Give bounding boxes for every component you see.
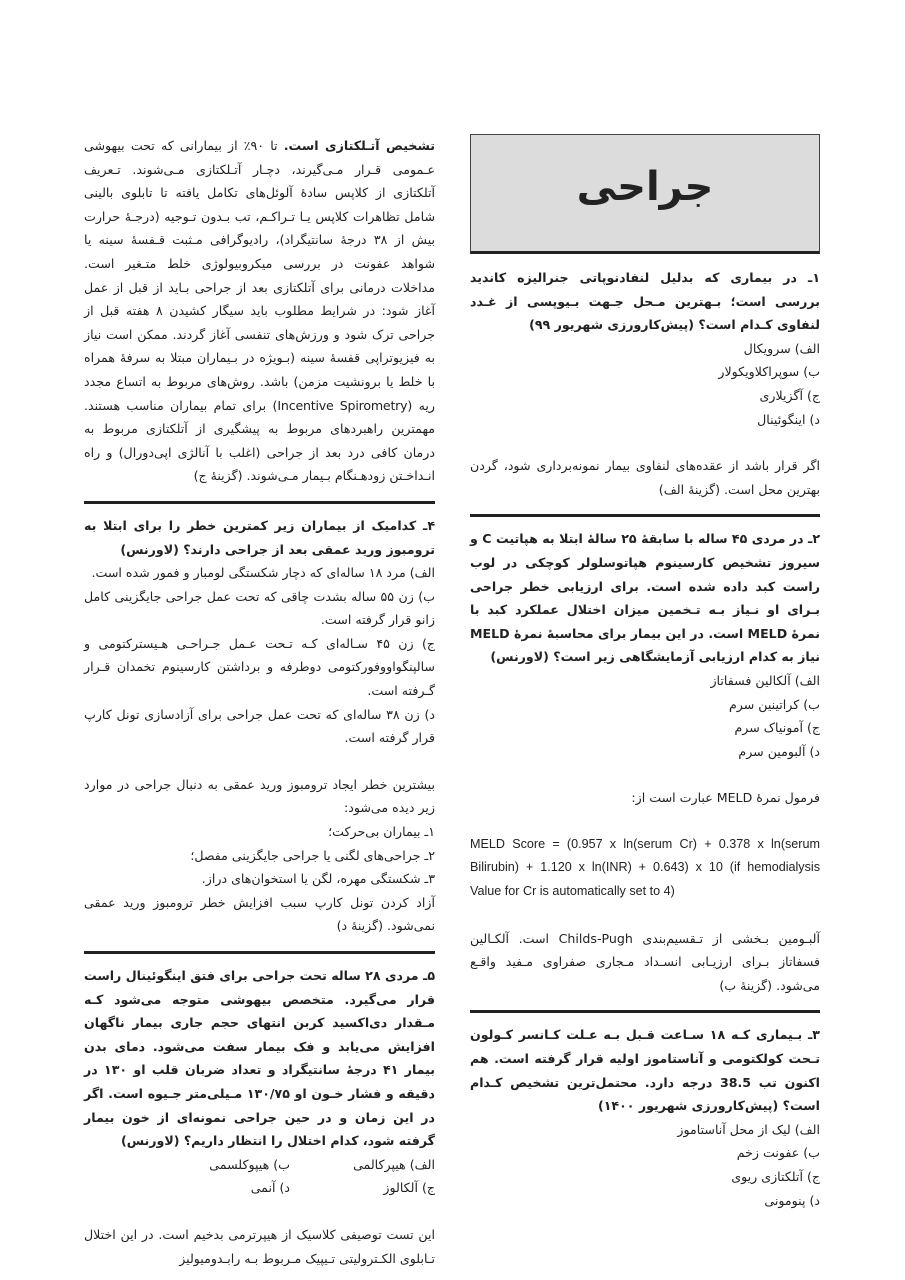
question-5-option-b: ب) هیپوکلسمی <box>209 1156 290 1172</box>
question-3-option-c: ج) آتلکتازی ریوی <box>731 1169 820 1184</box>
question-5-option-d: د) آنمی <box>250 1180 290 1196</box>
question-3-option-a: الف) لیک از محل آناستاموز <box>677 1121 820 1137</box>
question-4-answer: آزاد کردن تونل کارپ سبب افزایش خطر ترومبوز ورید عمقی نمی‌شود. (گزینهٔ د) <box>84 894 435 934</box>
question-5-options-row-1 <box>84 1153 435 1177</box>
question-5-answer: این تست توصیفی کلاسیک از هیپرترمی بدخیم است. در این اختلال تـابلوی الکـترولیتی تـیپیک مـربوط بـه رابـدومیولیز <box>84 1226 435 1266</box>
divider <box>470 1010 820 1013</box>
question-2-option-d: د) آلبومین سرم <box>738 743 820 759</box>
left-column <box>84 134 435 1270</box>
question-4-answer-intro: بیشترین خطر ایجاد ترومبوز ورید عمقی به دنبال جراحی در موارد زیر دیده می‌شود: <box>84 776 435 816</box>
question-3-option-d: د) پنومونی <box>764 1192 820 1208</box>
question-1-answer: اگر قرار باشد از عقده‌های لنفاوی بیمار نمونه‌برداری شود، گردن بهترین محل است. (گزینهٔ الف) <box>470 458 820 497</box>
question-2-option-a: الف) آلکالین فسفاتاز <box>710 672 820 688</box>
divider <box>84 501 435 504</box>
question-5-option-c: ج) آلکالوز <box>383 1180 435 1196</box>
question-4-option-b: ب) زن ۵۵ ساله بشدت چاقی که تحت عمل جراحی جایگزینی کامل زانو قرار گرفته است. <box>84 588 435 628</box>
question-1-option-d: د) اینگوئینال <box>757 411 820 427</box>
question-3-stem: ۳ـ بـیماری کـه ۱۸ سـاعت قـبل بـه عـلت کـانسر کـولون تـحت کولکتومی و آناستاموز اولیه قرار گرفته است. هم اکنون تب 38.5 درجه دارد. محتمل‌ترین تشخیص کـدام است؟ (پیش‌کارورزی شهریور ۱۴۰۰) <box>470 1027 820 1114</box>
meld-formula-intro: فرمول نمرهٔ MELD عبارت است از: <box>631 790 820 806</box>
question-3-option-b: ب) عفونت زخم <box>736 1145 820 1161</box>
question-1-option-c: ج) آگزیلاری <box>759 387 820 403</box>
question-1-option-a: الف) سرویکال <box>743 340 820 356</box>
question-4-answer-item-3: ۳ـ شکستگی مهره، لگن یا استخوان‌های دراز. <box>201 871 435 887</box>
question-5-options-row-2 <box>84 1176 435 1200</box>
meld-formula: MELD Score = (0.957 x ln(serum Cr) + 0.378 x ln(serum Bilirubin) + 1.120 x ln(INR) + 0.643) x 10 (if hemodialysis Value for Cr is automatically set to 4) <box>470 836 820 899</box>
question-4-option-d: د) زن ۳۸ ساله‌ای که تحت عمل جراحی برای آزادسازی تونل کارپ قرار گرفته است. <box>84 706 436 746</box>
question-5-stem: ۵ـ مردی ۲۸ ساله تحت جراحی برای فتق اینگوئینال راست قرار می‌گیرد. متخصص بیهوشی متوجه می‌شود کـه مـقدار دی‌اکسید کربن انتهای حجم جاری بیمار ناگهان افزایش می‌یابد و فک بیمار سفت می‌شود. دمای بدن بیمار ۴۱ درجهٔ سانتیگراد و تعداد ضربان قلب او ۱۳۰ در دقیقه و فشار خـون او ۱۳۰/۷۵ مـیلی‌متر جـیوه است. اگر در این زمان و در حین جراحی نمونه‌ای از خون بیمار گرفته شود، کدام اختلال را انتظار داریم؟ (لاورنس) <box>84 968 435 1149</box>
question-5-option-a: الف) هیپرکالمی <box>353 1156 435 1172</box>
question-4-stem: ۴ـ کدامیک از بیماران زیر کمترین خطر را برای ابتلا به ترومبوز ورید عمقی بعد از جراحی دارند؟ (لاورنس) <box>84 517 435 557</box>
question-1-option-b: ب) سوپراکلاویکولار <box>718 364 820 380</box>
divider <box>470 514 820 517</box>
question-2-option-c: ج) آمونیاک سرم <box>734 720 820 736</box>
question-4-option-a: الف) مرد ۱۸ ساله‌ای که دچار شکستگی لومبار و فمور شده است. <box>91 565 435 581</box>
question-1-stem: ۱ـ در بیماری که بدلیل لنفادنوپاتی جنرالیزه کاندید بررسی است؛ بـهترین مـحل جـهت بـیوپسی از غـدد لنفاوی کـدام است؟ (پیش‌کارورزی شهریور ۹۹) <box>470 270 820 333</box>
divider <box>84 951 435 954</box>
question-3-answer <box>84 134 435 488</box>
question-2-stem: ۲ـ در مردی ۴۵ ساله با سابقهٔ ۲۵ سالهٔ ابتلا به هپاتیت C و سیروز تشخیص کارسینوم هپاتوسلولر کوچکی در لوب راست کبد داده شده است. برای ارزیابی خطر جراحی بـرای او نـیاز بـه تـخمین میزان اختلال عملکرد کبد با نمرهٔ MELD است. در این بیمار برای محاسبهٔ نمرهٔ MELD نیاز به کدام ارزیابی آزمایشگاهی زیر است؟ (لاورنس) <box>470 531 821 665</box>
question-3-answer-head: تشخیص آتـلکتازی است. <box>283 138 435 153</box>
section-title: جراحی <box>576 164 714 210</box>
question-4-option-c: ج) زن ۴۵ سـاله‌ای کـه تـحت عـمل جـراحـی هـیسترکتومی و سالپنگواووفورکتومی دوطرفه و برداشتن کارسینوم تخمدان قـرار گـرفته است. <box>84 635 435 699</box>
right-column <box>470 134 820 1212</box>
question-4-answer-item-2: ۲ـ جراحی‌های لگنی یا جراحی جایگزینی مفصل؛ <box>190 847 435 863</box>
question-4-answer-item-1: ۱ـ بیماران بی‌حرکت؛ <box>328 824 435 840</box>
section-title-box <box>470 134 820 254</box>
question-2-answer: آلبـومین بـخشی از تـقسیم‌بندی Childs-Pugh است. آلکـالین فسفاتاز بـرای ارزیـابی انسـداد مـجاری صفراوی مـفید واقـع می‌شود. (گزینهٔ ب) <box>470 930 820 993</box>
question-3-answer-body: تا ۹۰٪ از بیمارانی که تحت بیهوشی عـمومی قـرار مـی‌گیرند، دچـار آتـلکتازی مـی‌شوند. تـعریف آتلکتازی از کلاپس سادهٔ آلوئل‌های تکامل یافته تا تابلوی بالینی شامل تظاهرات کلاپس یـا تـراکـم، تب بـدون تـوجیه (درجـهٔ حرارت بیش از ۳۸ درجهٔ سانتیگراد)، رادیوگرافی مـثبت قـفسهٔ سینه یا شواهد عفونت در بررسی میکروبیولوژی خلط متـغیر است. مداخلات درمانی برای آتلکتازی بعد از جراحی بـاید از قبل از عمل آغاز شود: در شرایط مطلوب باید سیگار کشیدن ۸ هفته قبل از جراحی ترک شود و ورزش‌های تنفسی آغاز گردند. ممکن است نیاز به فیزیوتراپی قفسهٔ سینه (بـویژه در بـیماران مبتلا به سرفهٔ همراه با خلط یا برونشیت مزمن) باشد. روش‌های مربوط به اتساع مجدد ریه (Incentive Spirometry) برای تمام بیماران مناسب هستند. مهمترین راهبردهای مربوط به پیشگیری از آتلکتازی مربوط به درمان کافی درد بعد از جراحی (اغلب با آنالژی اپی‌دورال) و راه انـداخـتن زودهـنگام بـیمار مـی‌شوند. (گزینهٔ ج) <box>84 138 436 484</box>
question-2-option-b: ب) کراتینین سرم <box>728 696 820 712</box>
